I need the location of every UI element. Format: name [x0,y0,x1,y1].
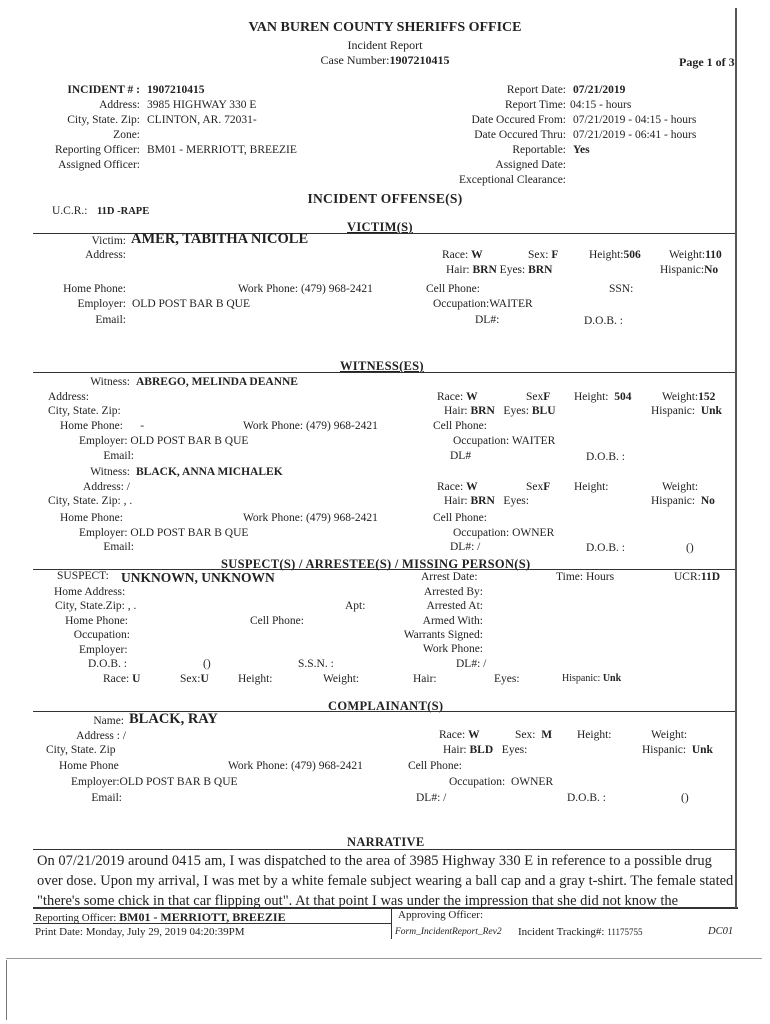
victim-name: AMER, TABITHA NICOLE [131,231,309,247]
witness2-weight-label: Weight: [662,481,699,493]
complainant-work-phone: Work Phone: (479) 968-2421 [228,760,363,772]
victim-email-label: Email: [95,314,126,326]
suspect-home-address-label: Home Address: [54,586,126,598]
witness2-dob: () [686,542,694,554]
arrested-at-label: Arrested At: [426,600,483,612]
witness1-dl-label: DL# [450,450,472,462]
witness1-address-label: Address: [48,391,89,403]
suspect-hair-label: Hair: [413,673,437,685]
suspect-weight-label: Weight: [323,673,360,685]
witness1-hispanic: Hispanic: Unk [651,405,722,417]
witness-section-title: WITNESS(ES) [340,359,424,373]
victim-home-phone-label: Home Phone: [63,283,126,295]
suspect-ucr: UCR:11D [674,571,721,583]
report-date: 07/21/2019 [573,84,626,96]
witness2-home-phone-label: Home Phone: [60,512,123,524]
complainant-name: BLACK, RAY [129,711,218,727]
suspect-apt-label: Apt: [345,600,366,612]
victim-weight: Weight:110 [669,249,722,261]
suspect-height-label: Height: [238,673,273,685]
complainant-race: Race: W [439,729,480,741]
case-number-label: Case Number: [320,53,390,67]
witness1-home-phone: Home Phone: - [60,420,145,432]
complainant-hispanic: Hispanic: Unk [642,744,713,756]
complainant-email-label: Email: [91,792,122,804]
complainant-dob: () [681,792,689,804]
incident-number: 1907210415 [147,84,205,96]
report-time: 04:15 - hours [570,99,632,111]
incident-tracking: Incident Tracking#: 11175755 [518,926,643,938]
suspect-hispanic: Hispanic: Unk [562,673,622,684]
complainant-dob-label: D.O.B. : [567,792,606,804]
footer-vertical-divider [391,907,392,939]
arrest-date-label: Arrest Date: [421,571,478,583]
witness1-name: ABREGO, MELINDA DEANNE [136,376,298,388]
witness1-label: Witness: [90,376,130,388]
suspect-ssn-label: S.S.N. : [298,658,334,670]
incident-city: CLINTON, AR. 72031- [147,114,257,126]
suspect-eyes-label: Eyes: [494,673,520,685]
complainant-name-label: Name: [93,715,124,727]
arrest-time: Time: Hours [556,571,615,583]
complainant-hair-eyes: Hair: BLD Eyes: [443,744,528,756]
victim-sex: Sex: F [528,249,559,261]
suspect-dob: () [203,658,211,670]
suspect-race: Race: U [103,673,141,685]
exceptional-clearance-label: Exceptional Clearance: [459,174,566,186]
witness2-cell-label: Cell Phone: [433,512,487,524]
witness2-label: Witness: [90,466,130,478]
report-time-label: Report Time: [504,99,566,111]
scan-edge-bottom [6,958,762,959]
reportable-label: Reportable: [512,144,566,156]
victim-dob-label: D.O.B. : [584,315,623,327]
offenses-title: INCIDENT OFFENSE(S) [307,191,463,206]
suspect-dl: DL#: / [456,658,487,670]
case-number-line [0,53,770,68]
witness1-height: Height: 504 [574,391,632,403]
suspect-name: UNKNOWN, UNKNOWN [121,570,275,585]
witness1-weight: Weight:152 [662,391,716,403]
report-type: Incident Report [347,38,423,52]
occurred-thru-label: Date Occured Thru: [474,129,566,141]
victim-work-phone: Work Phone: (479) 968-2421 [238,283,373,295]
warrants-signed-label: Warrants Signed: [403,629,483,641]
footer-reporting-officer: Reporting Officer: BM01 - MERRIOTT, BREEZIE [35,910,286,924]
complainant-weight-label: Weight: [651,729,688,741]
victim-height: Height:506 [589,249,641,261]
witness1-cell-label: Cell Phone: [433,420,487,432]
witness1-work-phone: Work Phone: (479) 968-2421 [243,420,378,432]
assigned-date-label: Assigned Date: [495,159,566,171]
witness2-dl: DL#: / [450,541,481,553]
victim-label: Victim: [91,235,126,247]
witness2-city: City, State. Zip: , . [48,495,133,507]
footer-officer-underline [33,923,391,924]
witness2-email-label: Email: [103,541,134,553]
complainant-home-phone-label: Home Phone [59,760,119,772]
footer-top-divider [33,907,738,909]
approving-officer-label: Approving Officer: [398,909,484,921]
witness2-height-label: Height: [574,481,609,493]
witness1-sex: SexF [526,391,551,403]
victim-occupation: Occupation:WAITER [433,298,533,310]
suspect-city: City, State.Zip: , . [55,600,137,612]
armed-with-label: Armed With: [422,615,483,627]
complainant-employer: Employer:OLD POST BAR B QUE [71,776,238,788]
victim-hair-eyes: Hair: BRN Eyes: BRN [446,264,553,276]
victim-employer: OLD POST BAR B QUE [132,298,250,310]
scan-edge-right [735,8,737,908]
suspect-section-title: SUSPECT(S) / ARRESTEE(S) / MISSING PERSON(S) [221,557,531,571]
complainant-address: Address : / [76,730,126,742]
witness1-occupation: Occupation: WAITER [453,435,556,447]
report-date-label: Report Date: [506,84,566,96]
complainant-occupation: Occupation: OWNER [449,776,554,788]
city-label: City, State. Zip: [67,114,140,126]
narrative-divider [33,849,735,850]
victim-dl-label: DL#: [475,314,500,326]
incident-number-label: INCIDENT # : [67,84,140,96]
witness1-employer: Employer: OLD POST BAR B QUE [79,435,249,447]
complainant-sex: Sex: M [515,729,553,741]
witness1-race: Race: W [437,391,478,403]
witness2-employer: Employer: OLD POST BAR B QUE [79,527,249,539]
victim-race: Race: W [442,249,483,261]
witness1-dob-label: D.O.B. : [586,451,625,463]
victim-section-title: VICTIM(S) [347,220,413,234]
incident-address: 3985 HIGHWAY 330 E [147,99,257,111]
witness1-email-label: Email: [103,450,134,462]
case-number: 1907210415 [389,53,450,67]
witness-divider [33,372,735,373]
narrative-text: On 07/21/2019 around 0415 am, I was dispatched to the area of 3985 Highway 330 E in reference to a possible drug over dose. Upon my arrival, I was met by a white female subject wearing a ball cap and a gray t-shirt. The female stated "there's some chick in that car flipping out". At that point I was under the impression that she did not know the [37,853,734,909]
victim-employer-label: Employer: [77,298,126,310]
victim-cell-label: Cell Phone: [426,283,480,295]
witness2-work-phone: Work Phone: (479) 968-2421 [243,512,378,524]
assigned-officer-label: Assigned Officer: [58,159,140,171]
suspect-cell-label: Cell Phone: [250,615,304,627]
complainant-section-title: COMPLAINANT(S) [328,699,444,713]
victim-hispanic: Hispanic:No [660,264,719,276]
suspect-employer-label: Employer: [79,644,128,656]
complainant-city-label: City, State. Zip [46,744,116,756]
zone-label: Zone: [113,129,140,141]
witness1-hair-eyes: Hair: BRN Eyes: BLU [444,405,556,417]
form-code: DC01 [708,926,734,937]
witness2-hispanic: Hispanic: No [651,495,715,507]
reporting-officer-label: Reporting Officer: [54,144,140,156]
suspect-work-phone-label: Work Phone: [422,643,483,655]
narrative-title: NARRATIVE [347,835,425,849]
complainant-height-label: Height: [577,729,612,741]
complainant-cell-label: Cell Phone: [408,760,462,772]
witness2-occupation: Occupation: OWNER [453,527,555,539]
suspect-occupation-label: Occupation: [73,629,130,641]
suspect-sex: Sex:U [180,673,209,685]
occurred-thru: 07/21/2019 - 06:41 - hours [573,129,697,141]
suspect-home-phone-label: Home Phone: [65,615,128,627]
witness1-city-label: City, State. Zip: [48,405,121,417]
witness2-dob-label: D.O.B. : [586,542,625,554]
arrested-by-label: Arrested By: [423,586,483,598]
form-id: Form_IncidentReport_Rev2 [395,927,502,937]
occurred-from: 07/21/2019 - 04:15 - hours [573,114,697,126]
address-label: Address: [99,99,140,111]
occurred-from-label: Date Occured From: [471,114,566,126]
suspect-label: SUSPECT: [57,570,109,582]
victim-ssn-label: SSN: [609,283,634,295]
victim-address-label: Address: [85,249,126,261]
complainant-dl: DL#: / [416,792,447,804]
witness2-race: Race: W [437,481,478,493]
ucr-offense: 11D -RAPE [97,206,150,217]
witness2-hair-eyes: Hair: BRN Eyes: [444,495,529,507]
reporting-officer: BM01 - MERRIOTT, BREEZIE [147,144,297,156]
witness2-sex: SexF [526,481,551,493]
scan-edge-left [6,960,7,1020]
agency-title: VAN BUREN COUNTY SHERIFFS OFFICE [248,20,522,35]
witness2-name: BLACK, ANNA MICHALEK [136,466,283,478]
page-indicator: Page 1 of 3 [679,55,735,69]
print-date: Print Date: Monday, July 29, 2019 04:20:39PM [35,926,245,938]
reportable: Yes [573,144,590,156]
suspect-dob-label: D.O.B. : [88,658,127,670]
ucr-label: U.C.R.: [52,205,88,217]
witness2-address: Address: / [83,481,130,493]
